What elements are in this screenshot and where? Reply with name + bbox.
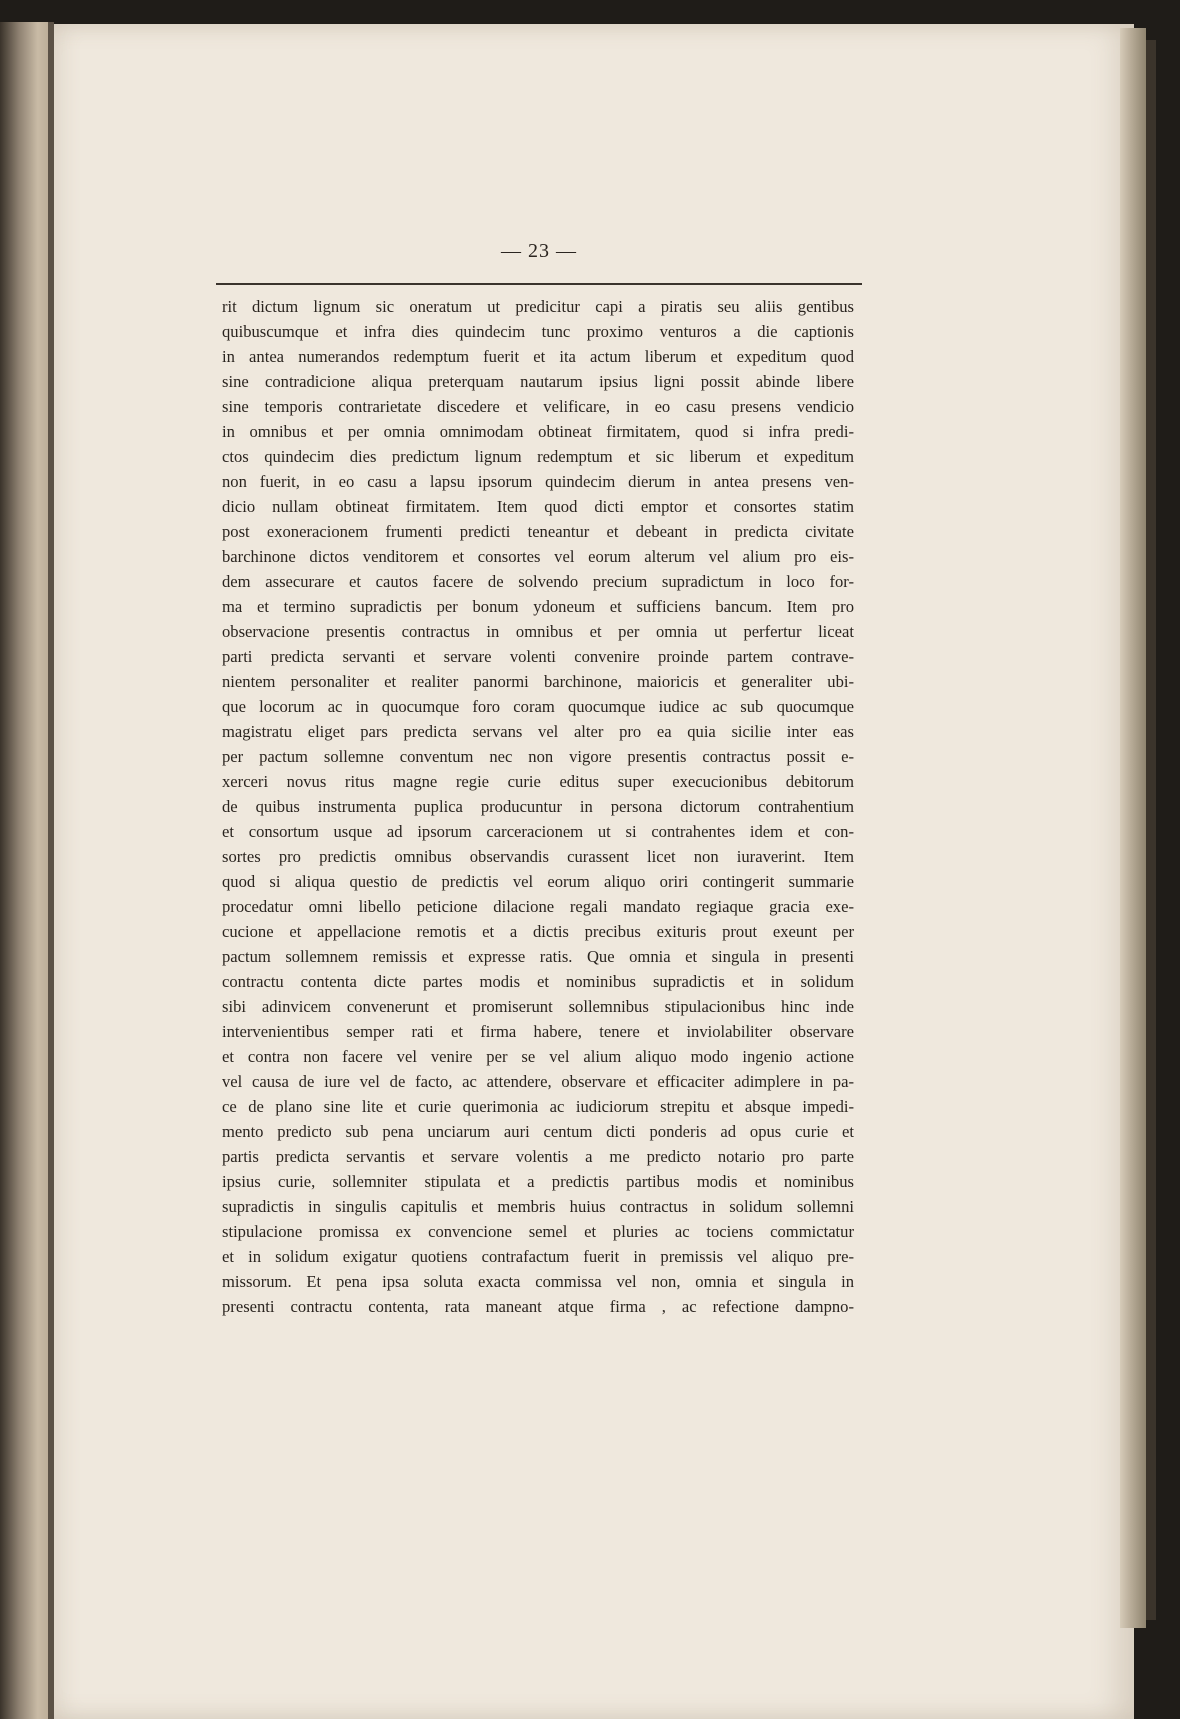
text-line: sine contradicione aliqua preterquam nautarum ipsius ligni possit abinde libere (222, 372, 854, 391)
previous-page-edge (0, 22, 54, 1719)
text-line: missorum. Et pena ipsa soluta exacta commissa vel non, omnia et singula in (222, 1272, 854, 1291)
text-line: vel causa de iure vel de facto, ac attendere, observare et efficaciter adimplere in pa- (222, 1072, 854, 1091)
text-line: et in solidum exigatur quotiens contrafactum fuerit in premissis vel aliquo pre- (222, 1247, 854, 1266)
header-rule (216, 283, 862, 285)
text-line: nientem personaliter et realiter panormi barchinone, maioricis et generaliter ubi- (222, 672, 854, 691)
text-line: per pactum sollemne conventum nec non vigore presentis contractus possit e- (222, 747, 854, 766)
text-line: supradictis in singulis capitulis et membris huius contractus in solidum sollemni (222, 1197, 854, 1216)
text-line: quod si aliqua questio de predictis vel eorum aliquo oriri contingerit summarie (222, 872, 854, 891)
text-line: cucione et appellacione remotis et a dictis precibus exituris prout exeunt per (222, 922, 854, 941)
text-line: in omnibus et per omnia omnimodam obtineat firmitatem, quod si infra predi- (222, 422, 854, 441)
text-line: procedatur omni libello peticione dilacione regali mandato regiaque gracia exe- (222, 897, 854, 916)
text-line: intervenientibus semper rati et firma habere, tenere et inviolabiliter observare (222, 1022, 854, 1041)
text-line: pactum sollemnem remissis et expresse ratis. Que omnia et singula in presenti (222, 947, 854, 966)
text-line: non fuerit, in eo casu a lapsu ipsorum quindecim dierum in antea presens ven- (222, 472, 854, 491)
page-stack-edge (1120, 28, 1146, 1628)
text-line: partis predicta servantis et servare volentis a me predicto notario pro parte (222, 1147, 854, 1166)
text-line: stipulacione promissa ex convencione semel et pluries ac tociens commictatur (222, 1222, 854, 1241)
text-line: mento predicto sub pena unciarum auri centum dicti ponderis ad opus curie et (222, 1122, 854, 1141)
text-line: ce de plano sine lite et curie querimonia ac iudiciorum strepitu et absque impedi- (222, 1097, 854, 1116)
text-line: quibuscumque et infra dies quindecim tunc proximo venturos a die captionis (222, 322, 854, 341)
page-stack-shadow (1146, 40, 1156, 1620)
text-line: contractu contenta dicte partes modis et nominibus supradictis et in solidum (222, 972, 854, 991)
text-line: sortes pro predictis omnibus observandis curassent licet non iuraverint. Item (222, 847, 854, 866)
page-number: — 23 — (501, 240, 577, 262)
text-line: que locorum ac in quocumque foro coram quocumque iudice ac sub quocumque (222, 697, 854, 716)
text-line: barchinone dictos venditorem et consortes vel eorum alterum vel alium pro eis- (222, 547, 854, 566)
text-line: de quibus instrumenta puplica producuntur in persona dictorum contrahentium (222, 797, 854, 816)
text-line: et contra non facere vel venire per se vel alium aliquo modo ingenio actione (222, 1047, 854, 1066)
text-line: ctos quindecim dies predictum lignum redemptum et sic liberum et expeditum (222, 447, 854, 466)
text-line: observacione presentis contractus in omnibus et per omnia ut perfertur liceat (222, 622, 854, 641)
text-line: rit dictum lignum sic oneratum ut predicitur capi a piratis seu aliis gentibus (222, 297, 854, 316)
text-line: sine temporis contrarietate discedere et velificare, in eo casu presens vendicio (222, 397, 854, 416)
text-line: presenti contractu contenta, rata maneant atque firma , ac refectione dampno- (222, 1297, 854, 1316)
text-line: ipsius curie, sollemniter stipulata et a predictis partibus modis et nominibus (222, 1172, 854, 1191)
text-line: magistratu eliget pars predicta servans vel alter pro ea quia sicilie inter eas (222, 722, 854, 741)
text-line: dicio nullam obtineat firmitatem. Item quod dicti emptor et consortes statim (222, 497, 854, 516)
text-line: xerceri novus ritus magne regie curie editus super execucionibus debitorum (222, 772, 854, 791)
page-body-text (222, 294, 854, 1319)
text-line: post exoneracionem frumenti predicti teneantur et debeant in predicta civitate (222, 522, 854, 541)
text-line: sibi adinvicem convenerunt et promiserunt sollemnibus stipulacionibus hinc inde (222, 997, 854, 1016)
text-line: in antea numerandos redemptum fuerit et ita actum liberum et expeditum quod (222, 347, 854, 366)
text-line: ma et termino supradictis per bonum ydoneum et sufficiens bancum. Item pro (222, 597, 854, 616)
text-line: dem assecurare et cautos facere de solvendo precium supradictum in loco for- (222, 572, 854, 591)
text-line: et consortum usque ad ipsorum carceracionem ut si contrahentes idem et con- (222, 822, 854, 841)
text-line: parti predicta servanti et servare volenti convenire proinde partem contrave- (222, 647, 854, 666)
